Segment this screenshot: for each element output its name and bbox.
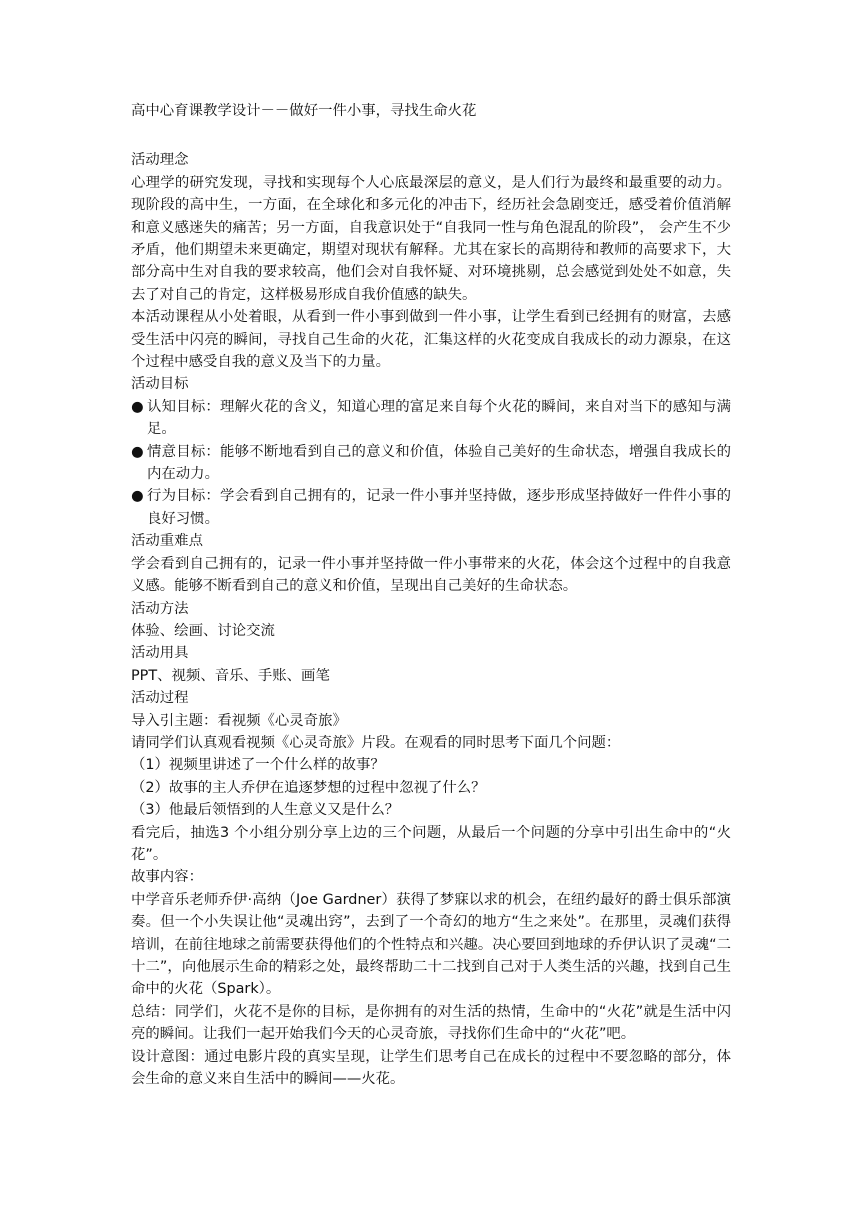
document-title: 高中心育课教学设计－－做好一件小事，寻找生命火花 [131,103,477,119]
intent-paragraph: 设计意图：通过电影片段的真实呈现，让学生们思考自己在成长的过程中不要忽略的部分，体会生命的意义来自生活中的瞬间——火花。 [131,1048,731,1088]
process-after: 看完后，抽选3 个小组分别分享上边的三个问题，从最后一个问题的分享中引出生命中的“火花”。 [131,824,731,863]
concept-paragraph-1: 心理学的研究发现，寻找和实现每个人心底最深层的意义，是人们行为最终和最重要的动力。现阶段的高中生，一方面，在全球化和多元化的冲击下，经历社会急剧变迁，感受着价值消解和意义感迷失的痛苦；另一方面，自我意识处于“自我同一性与角色混乱的阶段”， 会产生不少矛盾，他们期望未来更确定，期望对现状有解释。尤其在家长的高期待和教师的高要求下，大部分高中生对自我的要求较高，他们会对自我怀疑、对环境挑剔，总会感觉到处处不如意，失去了对自己的肯定，这样极易形成自我价值感的缺失。 [131,174,731,303]
concept-paragraph-2: 本活动课程从小处着眼，从看到一件小事到做到一件小事，让学生看到已经拥有的财富，去感受生活中闪亮的瞬间，寻找自己生命的火花，汇集这样的火花变成自我成长的动力源泉，在这个过程中感受自我的意义及当下的力量。 [131,309,731,371]
bullet-icon: ● [131,398,144,415]
goal-text: 情意目标：能够不断地看到自己的意义和价值，体验自己美好的生命状态，增强自我成长的内在动力。 [147,443,731,483]
goal-item-behavioral [131,485,731,530]
story-paragraph: 中学音乐老师乔伊·高纳（Joe Gardner）获得了梦寐以求的机会，在纽约最好的爵士俱乐部演奏。但一个小失误让他“灵魂出窍”，去到了一个奇幻的地方“生之来处”。在那里，灵魂们获得培训，在前往地球之前需要获得他们的个性特点和兴趣。决心要回到地球的乔伊认识了灵魂“二十二”，向他展示生命的精彩之处，最终帮助二十二找到自己对于人类生活的兴趣，找到自己生命中的火花（Spark）。 [131,891,731,998]
keypoints-paragraph: 学会看到自己拥有的，记录一件小事并坚持做一件小事带来的火花，体会这个过程中的自我意义感。能够不断看到自己的意义和价值，呈现出自己美好的生命状态。 [131,555,731,595]
blank-line [131,122,731,149]
section-heading-tools: 活动用具 [131,645,189,662]
goal-text: 认知目标：理解火花的含义，知道心理的富足来自每个火花的瞬间，来自对当下的感知与满足。 [147,398,731,438]
process-intro: 导入引主题：看视频《心灵奇旅》 [131,712,347,729]
section-heading-keypoints: 活动重难点 [131,533,203,550]
goal-text: 行为目标：学会看到自己拥有的，记录一件小事并坚持做，逐步形成坚持做好一件件小事的良好习惯。 [147,488,731,527]
bullet-icon: ● [131,488,144,505]
goal-item-emotional [131,441,731,486]
story-heading: 故事内容： [131,869,203,886]
process-ask: 请同学们认真观看视频《心灵奇旅》片段。在观看的同时思考下面几个问题： [131,734,621,751]
question-item-1: （1）视频里讲述了一个什么样的故事？ [131,757,385,774]
bullet-icon: ● [131,443,144,460]
question-item-3: （3）他最后领悟到的人生意义又是什么？ [131,802,400,819]
question-item-2: （2）故事的主人乔伊在追逐梦想的过程中忽视了什么？ [131,779,486,796]
section-heading-process: 活动过程 [131,690,189,707]
goal-item-cognitive [131,396,731,441]
method-paragraph: 体验、绘画、讨论交流 [131,622,275,639]
document-page [131,100,731,1090]
section-heading-goals: 活动目标 [131,376,189,393]
summary-paragraph: 总结：同学们，火花不是你的目标，是你拥有的对生活的热情，生命中的“火花”就是生活中闪亮的瞬间。让我们一起开始我们今天的心灵奇旅，寻找你们生命中的“火花”吧。 [131,1003,731,1043]
tools-paragraph: PPT、视频、音乐、手账、画笔 [131,667,330,684]
section-heading-method: 活动方法 [131,600,189,617]
section-heading-concept: 活动理念 [131,152,189,169]
